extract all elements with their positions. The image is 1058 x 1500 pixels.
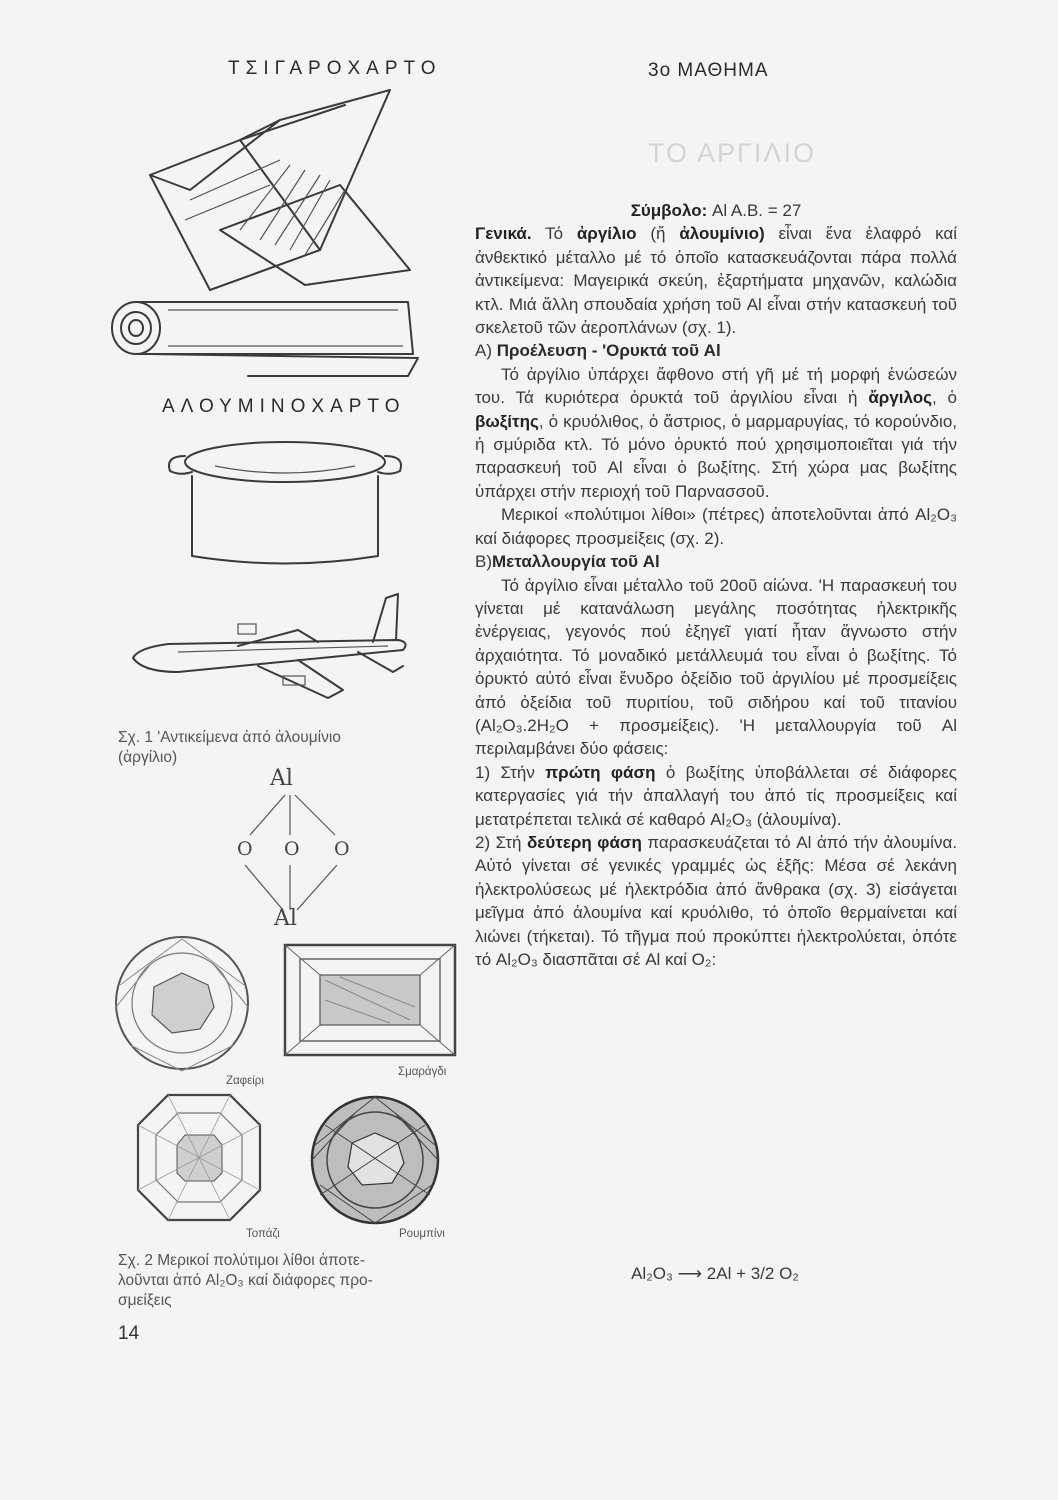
formula-al-top: Al xyxy=(270,766,293,791)
gems-illustration xyxy=(110,945,460,1235)
gem-label-topaz: Τοπάζι xyxy=(246,1228,280,1240)
phase-1-paragraph xyxy=(475,761,957,831)
general-text-3: εἶναι ἕνα ἐλαφρό καί ἀνθεκτικό μέταλλο μέ τό ὁποῖο κατασκευάζονται πάρα πολλά ἀντικείμενα: Μαγειρικά σκεύη, ἐξαρτήματα μηχανῶν, καλώδια κτλ. Μιά ἄλλη σπουδαία χρήση τοῦ Al εἶναι στήν κατασκευή τοῦ σκελετοῦ τῶν ἀεροπλάνων (σχ. 1). xyxy=(475,224,957,338)
topaz-gem-drawing xyxy=(138,1095,260,1220)
section-a-title: Προέλευση - 'Ορυκτά τοῦ Al xyxy=(496,341,721,361)
cigarette-paper-illustration xyxy=(130,80,430,290)
section-a-paragraph-2: Μερικοί «πολύτιμοι λίθοι» (πέτρες) ἀποτελοῦνται ἀπό Al₂O₃ καί διάφορες προσμείξεις (σχ. 2). xyxy=(475,505,957,548)
phase1-text-2: ὁ βωξίτης ὑποβάλλεται σέ διάφορες κατεργασίες γιά τήν ἀπαλλαγή του ἀπό τίς προσμείξεις καί μετατρέπεται τελικά σέ καθαρό Al₂O₃ (ἀλουμίνα). xyxy=(475,762,957,829)
section-b-paragraph: Τό ἀργίλιο εἶναι μέταλλο τοῦ 20οῦ αἰώνα. 'Η παρασκευή του γίνεται μέ κατανάλωση μεγάλης ποσότητας ἠλεκτρικῆς ἐνέργειας, γεγονός πού ἐξηγεῖ γιατί ἦταν ἄγνωστο στήν ἀρχαιότητα. Τό μοναδικό μετάλλευμά του εἶναι ὁ βωξίτης. Τό ὀρυκτό αὐτό εἶναι ἔνυδρο ὀξείδιο τοῦ ἀργιλίου μέ προσμείξεις ἀπό ὀξείδια τοῦ πυριτίου, τοῦ σιδήρου καί τοῦ τιτανίου (Al₂O₃.2H₂O + προσμείξεις). 'Η μεταλλουργία τοῦ Al περιλαμβάνει δύο φάσεις: xyxy=(475,575,957,759)
label-aluminium-foil: ΑΛΟΥΜΙΝΟΧΑΡΤΟ xyxy=(162,396,406,417)
aluminium-roll-illustration xyxy=(108,298,438,383)
main-text-column xyxy=(475,199,957,971)
section-a-prefix: Α) xyxy=(475,341,497,361)
symbol-value: Al A.B. = 27 xyxy=(711,201,802,220)
formula-o-middle: O xyxy=(284,838,300,860)
gem-label-ruby: Ρουμπίνι xyxy=(399,1228,445,1240)
gem-label-emerald: Σμαράγδι xyxy=(398,1066,447,1078)
general-bold-1: ἀργίλιο xyxy=(576,224,637,244)
emerald-gem-drawing xyxy=(285,945,455,1055)
page-number: 14 xyxy=(118,1323,140,1344)
general-label: Γενικά. xyxy=(475,224,532,244)
formula-o-left: O xyxy=(237,838,253,860)
chapter-title-faded: ΤΟ ΑΡΓΙΛΙΟ xyxy=(648,138,816,168)
a1-text-3: , ὁ κρυόλιθος, ὁ ἄστριος, ὁ μαρμαρυγίας, τό κορούνδιο, ἡ σμύριδα κτλ. Τό μόνο ὀρυκτό πού χρησιμοποιεῖται γιά τήν παρασκευή τοῦ Al εἶναι ὁ βωξίτης. Στή χώρα μας βωξίτης ὑπάρχει στήν περιοχή τοῦ Παρνασσοῦ. xyxy=(475,411,957,501)
ruby-gem-drawing xyxy=(312,1097,438,1223)
fig2-caption-line3: σμείξεις xyxy=(118,1292,172,1309)
formula-al-bottom: Al xyxy=(274,906,297,931)
general-bold-2: ἀλουμίνιο) xyxy=(679,224,765,244)
a1-text-2: , ὁ xyxy=(931,388,957,408)
symbol-label: Σύμβολο: xyxy=(630,201,708,220)
general-text-2: (ἤ xyxy=(636,224,680,244)
cooking-pot-illustration xyxy=(160,436,410,576)
fig1-caption-line1: Σχ. 1 'Αντικείμενα ἀπό ἀλουμίνιο xyxy=(118,729,341,746)
gem-label-sapphire: Ζαφείρι xyxy=(226,1075,264,1087)
section-a-paragraph-1 xyxy=(475,363,957,503)
fig1-caption-line2: (ἀργίλιο) xyxy=(118,749,178,766)
phase1-bold: πρώτη φάση xyxy=(545,762,656,782)
symbol-line xyxy=(475,199,957,222)
phase2-bold: δεύτερη φάση xyxy=(526,832,642,852)
section-b-prefix: Β) xyxy=(475,552,492,572)
fig2-caption-line2: λοῦνται ἀπό Al₂O₃ καί διάφορες προ- xyxy=(118,1272,373,1289)
a1-bold-1: ἄργιλος xyxy=(868,388,932,408)
label-cigarette-paper: ΤΣΙΓΑΡΟΧΑΡΤΟ xyxy=(228,58,442,79)
sapphire-gem-drawing xyxy=(116,937,248,1071)
formula-o-right: O xyxy=(334,838,350,860)
phase2-text-1: 2) Στή xyxy=(475,832,527,852)
phase2-text-2: παρασκευάζεται τό Al ἀπό τήν ἀλουμίνα. Αὐτό γίνεται σέ γενικές γραμμές ὡς ἑξῆς: Μέσα σέ λεκάνη ἠλεκτρολύσεως μέ ἠλεκτρόδια ἀπό ἄνθρακα (σχ. 3) εἰσάγεται μεῖγμα ἀπό ἀλουμίνα καί κρυόλιθο, τό ὁποῖο θερμαίνεται καί λιώνει (τήκεται). Τό τῆγμα πού προκύπτει ἠλεκτρολύεται, ὁπότε τό Al₂O₃ διασπᾶται σέ Al καί O₂: xyxy=(475,832,957,969)
general-paragraph xyxy=(475,222,957,339)
a1-bold-2: βωξίτης xyxy=(475,411,539,431)
fig2-caption-line1: Σχ. 2 Μερικοί πολύτιμοι λίθοι ἀποτε- xyxy=(118,1252,366,1269)
general-text-1: Τό xyxy=(531,224,577,244)
lesson-heading: 3ο ΜΑΘΗΜΑ xyxy=(648,60,769,81)
phase1-text-1: 1) Στήν xyxy=(475,762,546,782)
section-a-heading xyxy=(475,339,957,362)
section-b-heading xyxy=(475,550,957,573)
section-b-title: Μεταλλουργία τοῦ Al xyxy=(492,552,660,572)
a1-text-1: Τό ἀργίλιο ὑπάρχει ἄφθονο στή γῆ μέ τή μορφή ἑνώσεών του. Τά κυριότερα ὀρυκτά τοῦ ἀργιλίου εἶναι ἡ xyxy=(475,364,957,408)
electrolysis-equation: Al₂O₃ ⟶ 2Al + 3/2 O₂ xyxy=(631,1264,799,1283)
phase-2-paragraph xyxy=(475,831,957,971)
airplane-illustration xyxy=(118,580,418,710)
